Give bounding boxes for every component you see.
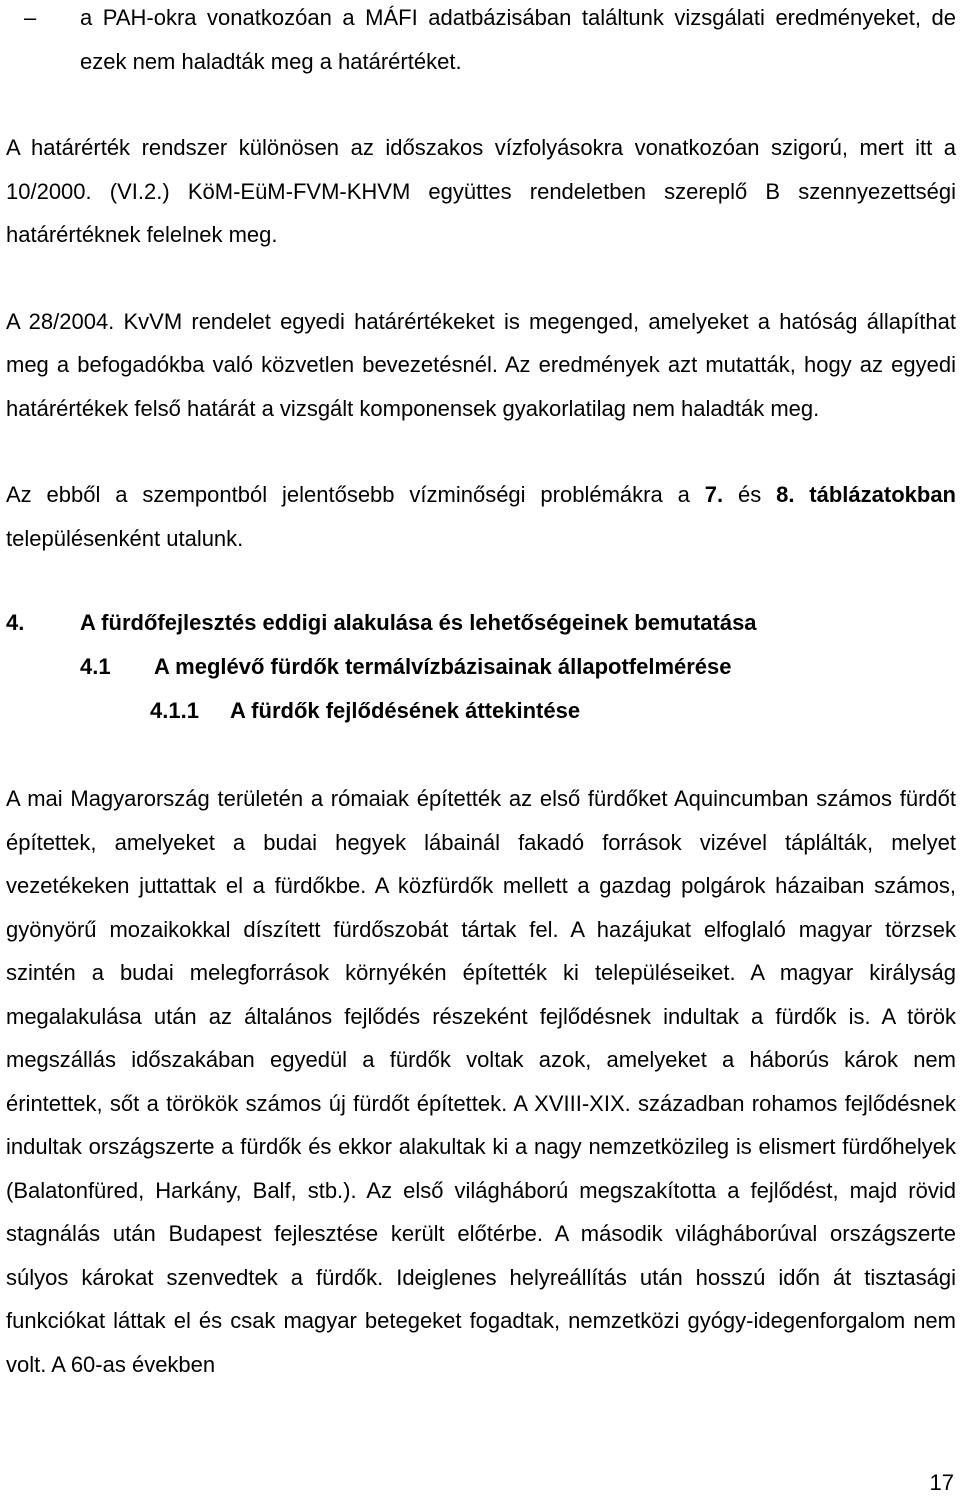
spacer (6, 257, 956, 300)
spacer (6, 430, 956, 473)
section-title: A fürdők fejlődésének áttekintése (230, 698, 581, 723)
paragraph-kvvm-regulation: A 28/2004. KvVM rendelet egyedi határértékeket is megenged, amelyeket a hatóság állapíthat meg a befogadókba való közvetlen bevezetésnél. Az eredmények azt mutatták, hogy az egyedi határértékek felső határát a vizsgált komponensek gyakorlatilag nem haladták meg. (6, 308, 956, 421)
table-ref-bold-1: 7. (704, 482, 724, 507)
bullet-item (6, 0, 956, 83)
section-number: 4.1.1 (150, 698, 199, 723)
paragraph-table-reference (6, 473, 956, 560)
spacer (6, 83, 956, 126)
section-number: 4. (6, 610, 25, 635)
section-title: A meglévő fürdők termálvízbázisainak állapotfelmérése (154, 654, 732, 679)
spacer (6, 733, 956, 777)
table-ref-text-after: településenként utalunk. (6, 525, 244, 551)
section-heading-4-1 (6, 645, 956, 689)
section-heading-4 (6, 601, 956, 645)
paragraph-limit-system: A határérték rendszer különösen az időszakos vízfolyásokra vonatkozóan szigorú, mert itt a 10/2000. (VI.2.) KöM-EüM-FVM-KHVM együttes rendeletben szereplő B szennyezettségi határértéknek felelnek meg. (6, 135, 956, 247)
section-title: A fürdőfejlesztés eddigi alakulása és lehetőségeinek bemutatása (80, 610, 757, 635)
spacer (6, 560, 956, 601)
paragraph-bath-history: A mai Magyarország területén a rómaiak építették az első fürdőket Aquincumban számos fürdőt építettek, amelyeket a budai hegyek lábainál fakadó források vizével táplálták, melyet vezetékeken juttattak el a fürdőkbe. A közfürdők mellett a gazdag polgárok házaiban számos, gyönyörű mozaikokkal díszített fürdőszobát tártak fel. A hazájukat elfoglaló magyar törzsek szintén a budai melegforrások környékén építették ki településeiket. A magyar királyság megalakulása után az általános fejlődés részeként fejlődésnek indultak a fürdők is. A török megszállás időszakában egyedül a fürdők voltak azok, amelyeket a háborús károk nem érintettek, sőt a törökök számos új fürdőt építettek. A XVIII-XIX. században rohamos fejlődésnek indultak országszerte a fürdők és ekkor alakultak ki a nagy nemzetközileg is elismert fürdőhelyek (Balatonfüred, Harkány, Balf, stb.). Az első világháború megszakította a fejlődést, majd rövid stagnálás után Budapest fejlesztése került előtérbe. A második világháborúval országszerte súlyos károkat szenvedtek a fürdők. Ideiglenes helyreállítás után hosszú időn át tisztasági funkciókat láttak el és csak magyar betegeket fogadtak, nemzetközi gyógy-idegenforgalom nem volt. A 60-as években (6, 786, 956, 1377)
bullet-dash: – (24, 5, 37, 30)
page-number: 17 (929, 1470, 954, 1495)
document-page (6, 0, 956, 1386)
table-ref-bold-2: 8. táblázatokban (776, 482, 956, 507)
section-number: 4.1 (80, 654, 111, 679)
table-ref-text-before: Az ebből a szempontból jelentősebb vízminőségi problémákra a (6, 482, 705, 507)
bullet-text: a PAH-okra vonatkozóan a MÁFI adatbázisában találtunk vizsgálati eredményeket, de ezek nem haladták meg a határértéket. (80, 5, 956, 74)
table-ref-text-middle: és (723, 482, 777, 507)
section-heading-4-1-1 (6, 689, 956, 733)
